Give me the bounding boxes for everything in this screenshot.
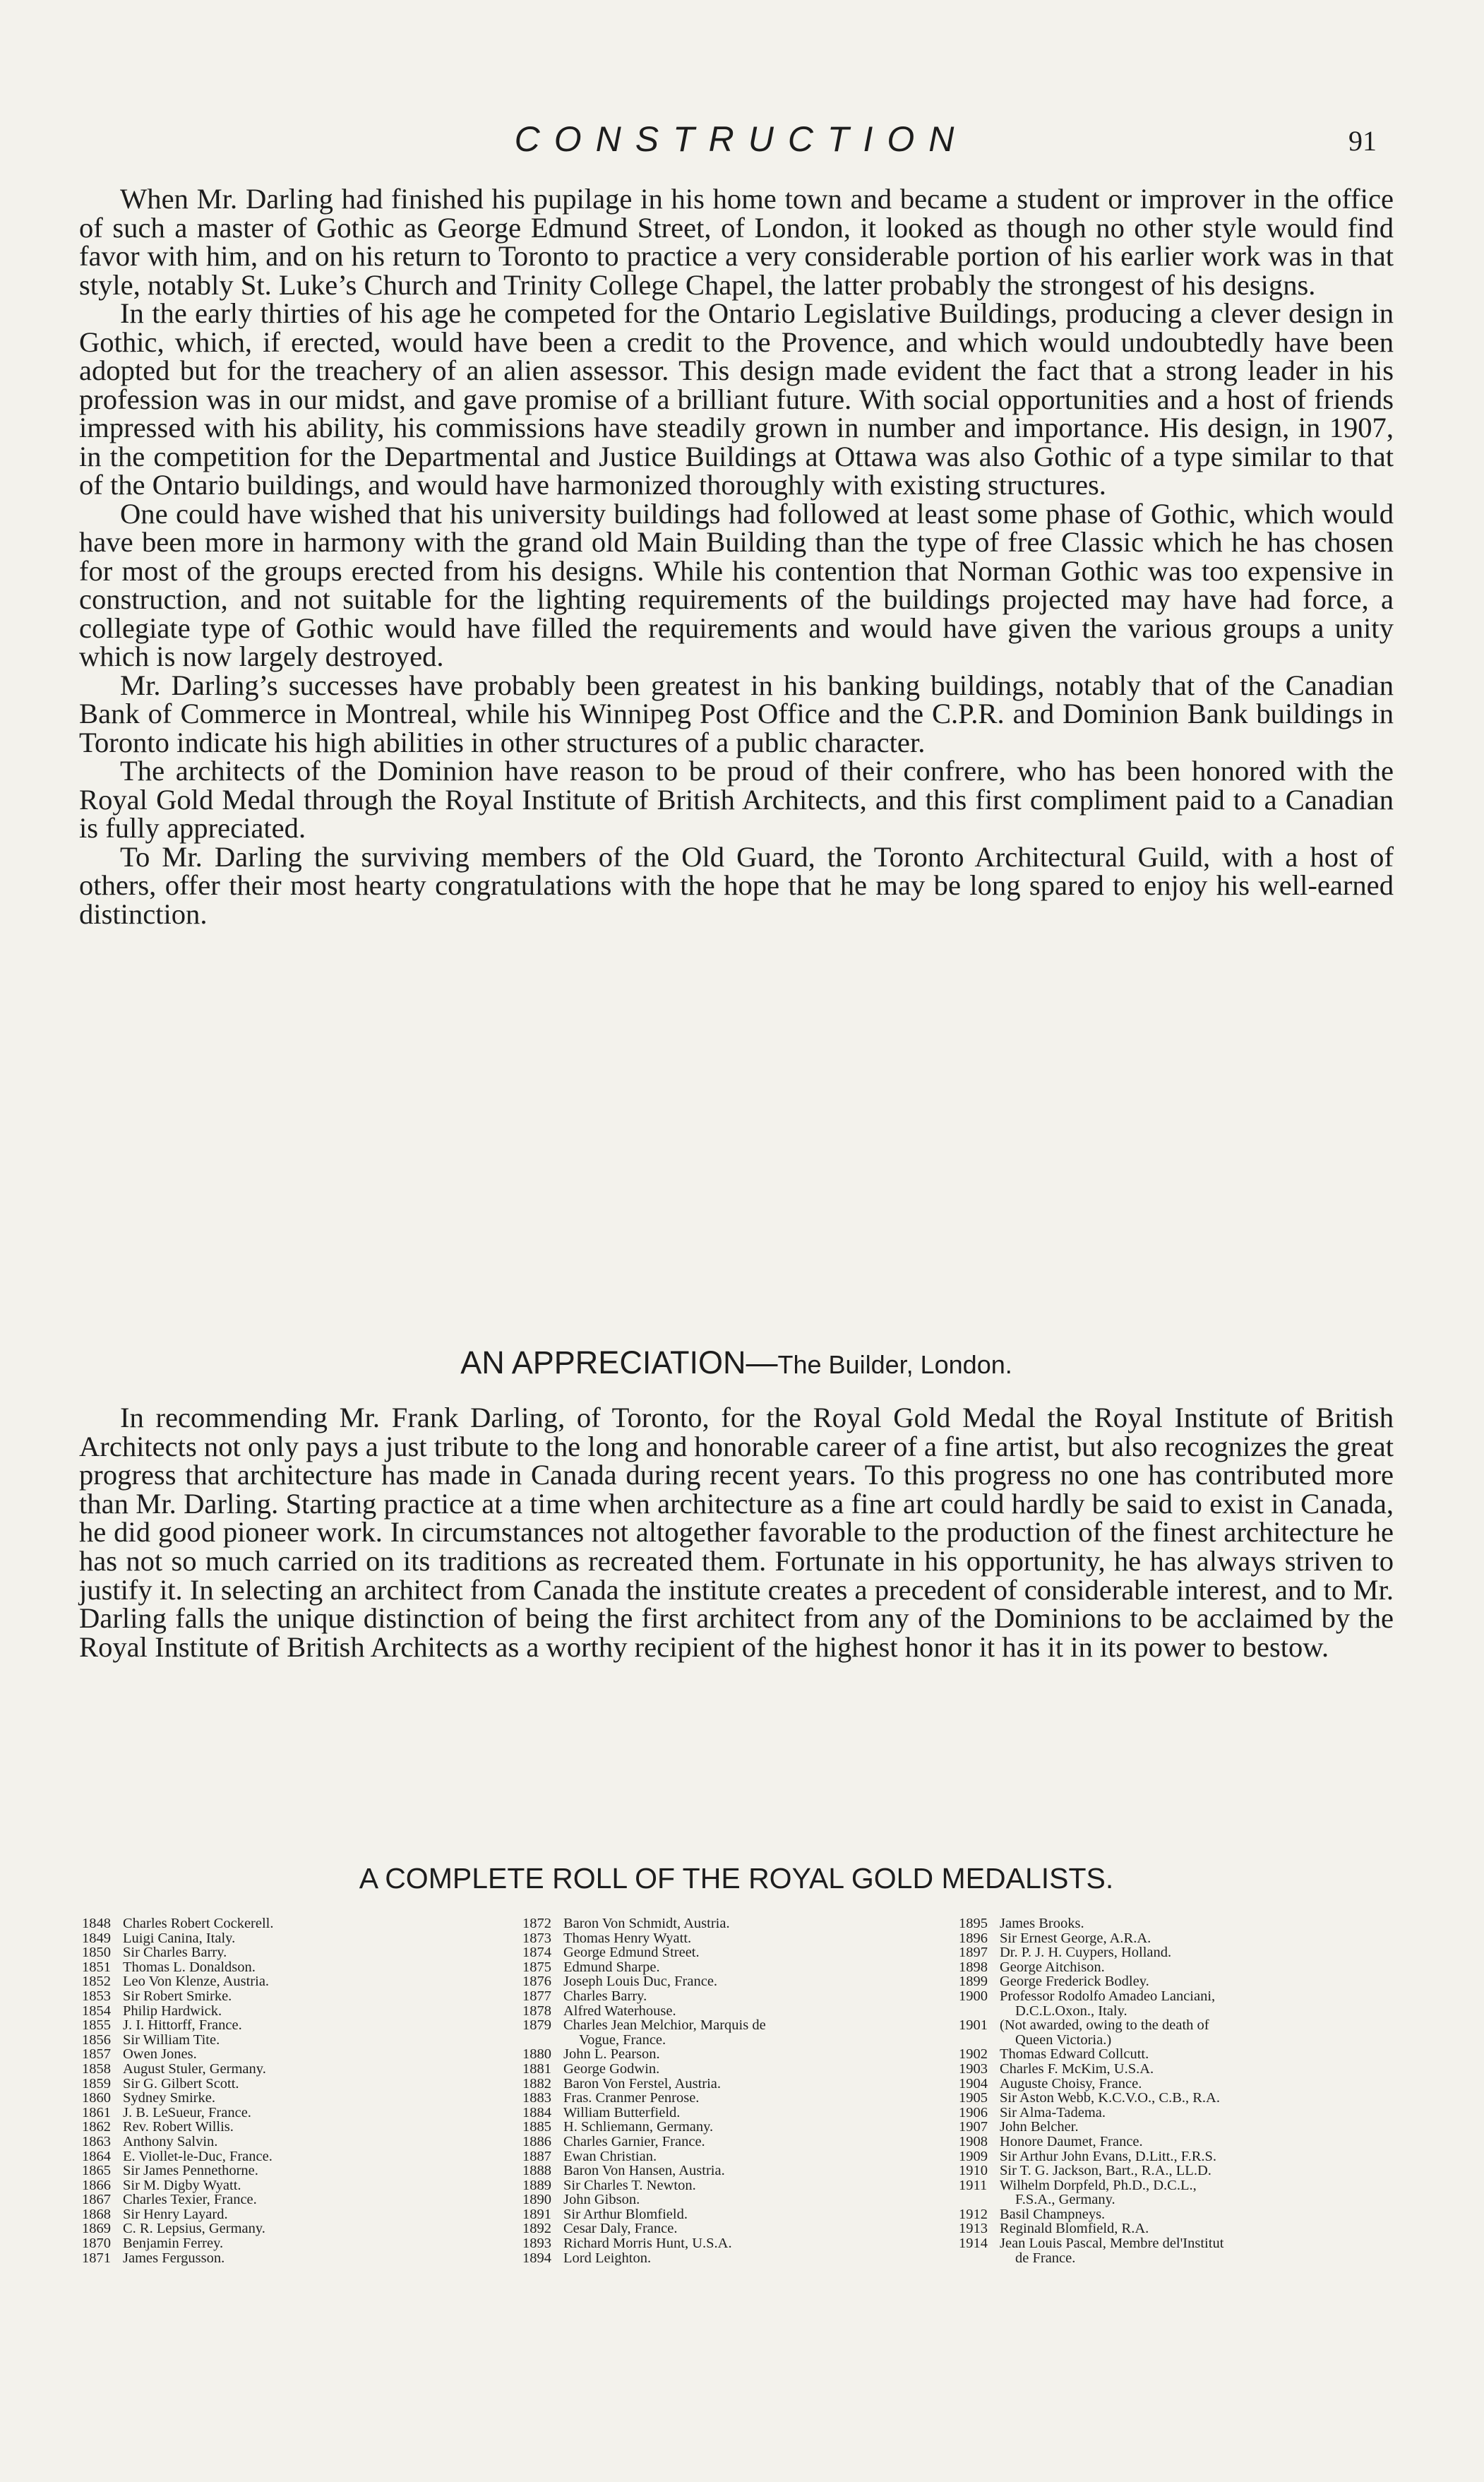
medalist-entry xyxy=(522,2135,890,2149)
medal-year: 1883 xyxy=(522,2090,551,2106)
medal-year: 1890 xyxy=(522,2192,551,2208)
medal-year: 1905 xyxy=(959,2090,988,2106)
medalist-entry xyxy=(522,2077,890,2092)
medalist-entry xyxy=(959,2207,1389,2222)
medalist-entry xyxy=(959,2251,1389,2266)
medalist-entry xyxy=(522,1960,890,1975)
roll-column-3 xyxy=(959,1916,1389,2265)
medalist-name: Sir Arthur Blomfield. xyxy=(563,2206,688,2222)
medalist-name: Auguste Choisy, France. xyxy=(1000,2075,1142,2092)
medalist-name: Sir Ernest George, A.R.A. xyxy=(1000,1930,1151,1946)
medal-year: 1893 xyxy=(522,2236,551,2252)
roll-heading: A COMPLETE ROLL OF THE ROYAL GOLD MEDALISTS. xyxy=(359,1862,1114,1895)
medalist-name: Edmund Sharpe. xyxy=(563,1959,660,1975)
medal-year: 1912 xyxy=(959,2206,988,2222)
medalist-entry xyxy=(959,2120,1389,2135)
medalist-entry xyxy=(82,1945,449,1960)
medalist-name: Charles Garnier, France. xyxy=(563,2133,705,2149)
appreciation-source: The Builder, London. xyxy=(777,1350,1012,1379)
medalist-name: Sir Charles Barry. xyxy=(123,1945,227,1961)
medalist-entry xyxy=(522,2192,890,2207)
medalist-name: Sir Aston Webb, K.C.V.O., C.B., R.A. xyxy=(1000,2090,1220,2106)
medalist-name: Charles F. McKim, U.S.A. xyxy=(1000,2060,1154,2077)
medal-year: 1864 xyxy=(82,2148,111,2164)
medalist-entry xyxy=(522,2062,890,2077)
appreciation-heading xyxy=(79,1342,1394,1386)
medal-year: 1881 xyxy=(522,2060,551,2077)
medalist-name: Sir G. Gilbert Scott. xyxy=(123,2075,239,2092)
medalist-entry xyxy=(959,1960,1389,1975)
medal-year: 1866 xyxy=(82,2177,111,2193)
medalist-name: Leo Von Klenze, Austria. xyxy=(123,1974,270,1990)
medalist-entry xyxy=(522,2033,890,2048)
medal-year: 1904 xyxy=(959,2075,988,2092)
medalist-entry xyxy=(82,2192,449,2207)
medalist-entry xyxy=(82,1931,449,1946)
medalist-name: John L. Pearson. xyxy=(563,2046,660,2063)
medalist-entry xyxy=(522,1931,890,1946)
medalist-name: Honore Daumet, France. xyxy=(1000,2133,1143,2149)
medalist-name: D.C.L.Oxon., Italy. xyxy=(1015,2003,1127,2019)
medalist-name: Lord Leighton. xyxy=(563,2250,652,2266)
page-number: 91 xyxy=(1348,125,1377,157)
medalist-entry xyxy=(522,1945,890,1960)
medalist-entry xyxy=(82,1916,449,1931)
medalist-name: Rev. Robert Willis. xyxy=(123,2119,234,2135)
medal-year: 1885 xyxy=(522,2119,551,2135)
medalist-name: Sir T. G. Jackson, Bart., R.A., LL.D. xyxy=(1000,2163,1211,2179)
medalist-name: George Godwin. xyxy=(563,2060,660,2077)
medal-year xyxy=(959,2251,1000,2266)
medal-year: 1859 xyxy=(82,2075,111,2092)
medalist-name: F.S.A., Germany. xyxy=(1015,2192,1115,2208)
medalist-entry xyxy=(82,2033,449,2048)
medalist-entry xyxy=(522,2106,890,2120)
medalist-name: Charles Robert Cockerell. xyxy=(123,1916,274,1931)
medalist-name: Anthony Salvin. xyxy=(123,2133,218,2149)
medal-year: 1872 xyxy=(522,1916,551,1931)
medal-year: 1873 xyxy=(522,1930,551,1946)
medalist-entry xyxy=(959,1931,1389,1946)
medal-year: 1913 xyxy=(959,2221,988,2237)
medalist-name: H. Schliemann, Germany. xyxy=(563,2119,714,2135)
medalist-entry xyxy=(522,2251,890,2266)
running-title: CONSTRUCTION xyxy=(514,119,969,159)
medal-year: 1861 xyxy=(82,2104,111,2120)
medalist-entry xyxy=(959,2135,1389,2149)
medalist-entry xyxy=(82,2135,449,2149)
medalist-name: Cesar Daly, France. xyxy=(563,2221,678,2237)
medal-year: 1862 xyxy=(82,2119,111,2135)
medalist-name: Benjamin Ferrey. xyxy=(123,2236,224,2252)
medalist-entry xyxy=(959,2106,1389,2120)
medalist-name: Charles Texier, France. xyxy=(123,2192,257,2208)
medalist-entry xyxy=(959,2062,1389,2077)
medalist-entry xyxy=(82,2091,449,2106)
medal-year: 1858 xyxy=(82,2060,111,2077)
medalist-name: Basil Champneys. xyxy=(1000,2206,1106,2222)
medalist-name: Luigi Canina, Italy. xyxy=(123,1930,236,1946)
medalist-entry xyxy=(522,2178,890,2193)
medalist-name: E. Viollet-le-Duc, France. xyxy=(123,2148,273,2164)
medalist-name: Owen Jones. xyxy=(123,2046,197,2063)
medal-year: 1886 xyxy=(522,2133,551,2149)
medal-year: 1889 xyxy=(522,2177,551,2193)
medal-year: 1848 xyxy=(82,1916,111,1931)
medal-year: 1865 xyxy=(82,2163,111,2179)
medalist-entry xyxy=(82,2018,449,2033)
medalist-entry xyxy=(959,2192,1389,2207)
medalist-entry xyxy=(522,1916,890,1931)
medalist-entry xyxy=(82,2251,449,2266)
appreciation-body xyxy=(79,1404,1394,1661)
medalist-name: William Butterfield. xyxy=(563,2104,681,2120)
medalist-name: Baron Von Hansen, Austria. xyxy=(563,2163,725,2179)
medalist-name: (Not awarded, owing to the death of xyxy=(1000,2017,1209,2034)
medalist-name: George Edmund Street. xyxy=(563,1945,700,1961)
medal-year: 1910 xyxy=(959,2163,988,2179)
medal-year: 1906 xyxy=(959,2104,988,2120)
medal-year: 1908 xyxy=(959,2133,988,2149)
medalist-entry xyxy=(522,2149,890,2164)
medal-year: 1856 xyxy=(82,2031,111,2048)
medalist-name: Sir M. Digby Wyatt. xyxy=(123,2177,241,2193)
medalist-name: Wilhelm Dorpfeld, Ph.D., D.C.L., xyxy=(1000,2177,1197,2193)
medalist-name: Philip Hardwick. xyxy=(123,2003,222,2019)
medal-year: 1857 xyxy=(82,2046,111,2063)
medalist-name: Reginald Blomfield, R.A. xyxy=(1000,2221,1149,2237)
medalist-name: James Fergusson. xyxy=(123,2250,225,2266)
medal-year: 1869 xyxy=(82,2221,111,2237)
medalist-entry xyxy=(959,2178,1389,2193)
medalist-name: John Gibson. xyxy=(563,2192,640,2208)
medal-year: 1914 xyxy=(959,2236,988,2252)
medal-year: 1850 xyxy=(82,1945,111,1961)
article-paragraph: One could have wished that his university buildings had followed at least some phase of Gothic, which would have been more in harmony with the grand old Main Building than the type of free Classic which he has chosen for most of the groups erected from his designs. While his contention that Norman Gothic was too expensive in construction, and not suitable for the lighting requirements of the buildings projected may have had force, a collegiate type of Gothic would have filled the requirements and would have given the various groups a unity which is now largely destroyed. xyxy=(79,497,1394,672)
medalist-entry xyxy=(959,2221,1389,2236)
medalist-name: J. B. LeSueur, France. xyxy=(123,2104,251,2120)
medalist-name: August Stuler, Germany. xyxy=(123,2060,266,2077)
medalist-entry xyxy=(82,1960,449,1975)
medal-year: 1898 xyxy=(959,1959,988,1975)
medalist-entry xyxy=(959,1916,1389,1931)
medalist-name: Sydney Smirke. xyxy=(123,2090,215,2106)
medal-year: 1853 xyxy=(82,1988,111,2004)
medal-year: 1892 xyxy=(522,2221,551,2237)
page-header xyxy=(92,119,1391,168)
medalist-name: Charles Jean Melchior, Marquis de xyxy=(563,2017,766,2034)
medalist-entry xyxy=(959,1974,1389,1989)
medal-year xyxy=(959,2192,1000,2207)
medal-year: 1907 xyxy=(959,2119,988,2135)
medalist-name: Sir Robert Smirke. xyxy=(123,1988,232,2004)
roll-column-1 xyxy=(82,1916,449,2265)
medalist-name: Sir Henry Layard. xyxy=(123,2206,228,2222)
article-paragraph: To Mr. Darling the surviving members of the Old Guard, the Toronto Architectural Guild, with a host of others, offer their most hearty congratulations with the hope that he may be long spared to enjoy his well-earned distinction. xyxy=(79,840,1394,930)
medal-year: 1899 xyxy=(959,1974,988,1990)
medalist-entry xyxy=(959,1945,1389,1960)
medalist-name: George Aitchison. xyxy=(1000,1959,1105,1975)
medalist-name: James Brooks. xyxy=(1000,1916,1084,1931)
medalist-name: Charles Barry. xyxy=(563,1988,647,2004)
medalist-name: Vogue, France. xyxy=(579,2031,666,2048)
medalist-name: Sir William Tite. xyxy=(123,2031,220,2048)
medalist-name: Jean Louis Pascal, Membre del'Institut xyxy=(1000,2236,1224,2252)
medal-year: 1887 xyxy=(522,2148,551,2164)
roll-column-2 xyxy=(522,1916,890,2265)
medalist-entry xyxy=(959,2047,1389,2062)
medalist-entry xyxy=(959,2164,1389,2178)
medalist-entry xyxy=(82,2077,449,2092)
medal-year: 1875 xyxy=(522,1959,551,1975)
medal-year: 1851 xyxy=(82,1959,111,1975)
medalist-name: Baron Von Ferstel, Austria. xyxy=(563,2075,722,2092)
medalist-entry xyxy=(959,2018,1389,2033)
medalist-entry xyxy=(522,2004,890,2019)
medal-year xyxy=(959,2033,1000,2048)
medalist-entry xyxy=(522,2120,890,2135)
medal-year: 1896 xyxy=(959,1930,988,1946)
article-paragraph: Mr. Darling’s successes have probably been greatest in his banking buildings, notably that of the Canadian Bank of Commerce in Montreal, while his Winnipeg Post Office and the C.P.R. and Dominion Bank buildings in Toronto indicate his high abilities in other structures of a public character. xyxy=(79,669,1394,758)
medal-year: 1902 xyxy=(959,2046,988,2063)
medalist-name: Ewan Christian. xyxy=(563,2148,657,2164)
medalist-entry xyxy=(82,1974,449,1989)
medalist-name: Thomas Henry Wyatt. xyxy=(563,1930,692,1946)
medal-year: 1849 xyxy=(82,1930,111,1946)
medalist-name: Sir Alma-Tadema. xyxy=(1000,2104,1106,2120)
medalist-entry xyxy=(522,2164,890,2178)
medalist-entry xyxy=(959,2004,1389,2019)
medal-year xyxy=(959,2004,1000,2019)
medal-year: 1891 xyxy=(522,2206,551,2222)
medalist-entry xyxy=(522,2236,890,2251)
medal-year: 1871 xyxy=(82,2250,111,2266)
medalist-entry xyxy=(959,2149,1389,2164)
medalist-entry xyxy=(522,1974,890,1989)
medalist-entry xyxy=(522,2221,890,2236)
medal-year: 1880 xyxy=(522,2046,551,2063)
medalist-entry xyxy=(82,2164,449,2178)
medal-year: 1860 xyxy=(82,2090,111,2106)
medal-year: 1874 xyxy=(522,1945,551,1961)
medalist-entry xyxy=(82,2207,449,2222)
medal-year: 1888 xyxy=(522,2163,551,2179)
medalist-name: Richard Morris Hunt, U.S.A. xyxy=(563,2236,732,2252)
medalist-entry xyxy=(959,2033,1389,2048)
medalist-name: Thomas Edward Collcutt. xyxy=(1000,2046,1149,2063)
medal-year: 1909 xyxy=(959,2148,988,2164)
medalist-entry xyxy=(82,2120,449,2135)
article-paragraph: In the early thirties of his age he competed for the Ontario Legislative Buildings, producing a clever design in Gothic, which, if erected, would have been a credit to the Provence, and which would undoubtedly have been adopted but for the treachery of an alien assessor. This design made evident the fact that a strong leader in his profession was in our midst, and gave promise of a brilliant future. With social opportunities and a host of friends impressed with his ability, his commissions have steadily grown in number and importance. His design, in 1907, in the competition for the Departmental and Justice Buildings at Ottawa was also Gothic of a type similar to that of the Ontario buildings, and would have harmonized thoroughly with existing structures. xyxy=(79,297,1394,501)
medalist-entry xyxy=(522,2091,890,2106)
medal-year: 1897 xyxy=(959,1945,988,1961)
medalist-entry xyxy=(82,2149,449,2164)
medalist-name: John Belcher. xyxy=(1000,2119,1079,2135)
medal-year xyxy=(522,2033,563,2048)
medalist-name: Sir Charles T. Newton. xyxy=(563,2177,696,2193)
medal-year: 1870 xyxy=(82,2236,111,2252)
medal-year: 1863 xyxy=(82,2133,111,2149)
medalist-entry xyxy=(522,2047,890,2062)
medal-year: 1852 xyxy=(82,1974,111,1990)
medal-year: 1868 xyxy=(82,2206,111,2222)
medalist-name: Baron Von Schmidt, Austria. xyxy=(563,1916,730,1931)
medal-year: 1884 xyxy=(522,2104,551,2120)
medalist-name: George Frederick Bodley. xyxy=(1000,1974,1149,1990)
medal-year: 1901 xyxy=(959,2017,988,2034)
medalist-name: Sir Arthur John Evans, D.Litt., F.R.S. xyxy=(1000,2148,1217,2164)
medalist-entry xyxy=(959,2077,1389,2092)
medalist-name: Sir James Pennethorne. xyxy=(123,2163,258,2179)
medal-year: 1903 xyxy=(959,2060,988,2077)
medalist-entry xyxy=(82,2221,449,2236)
medalist-name: Joseph Louis Duc, France. xyxy=(563,1974,718,1990)
medal-year: 1876 xyxy=(522,1974,551,1990)
medalist-entry xyxy=(959,1989,1389,2004)
medalist-entry xyxy=(82,2178,449,2193)
medalist-entry xyxy=(522,2207,890,2222)
medalist-entry xyxy=(82,2062,449,2077)
medalist-name: de France. xyxy=(1015,2250,1076,2266)
medalist-entry xyxy=(959,2091,1389,2106)
medal-year: 1895 xyxy=(959,1916,988,1931)
medalist-entry xyxy=(522,2018,890,2033)
medal-year: 1911 xyxy=(959,2177,988,2193)
medalist-entry xyxy=(82,2106,449,2120)
medal-year: 1894 xyxy=(522,2250,551,2266)
medalist-name: Queen Victoria.) xyxy=(1015,2031,1112,2048)
medalist-entry xyxy=(82,1989,449,2004)
medalist-name: Thomas L. Donaldson. xyxy=(123,1959,256,1975)
medalist-entry xyxy=(959,2236,1389,2251)
medal-year: 1878 xyxy=(522,2003,551,2019)
appreciation-paragraph: In recommending Mr. Frank Darling, of Toronto, for the Royal Gold Medal the Royal Institute of British Architects not only pays a just tribute to the long and honorable career of a fine artist, but also recognizes the great progress that architecture has made in Canada during recent years. To this progress no one has contributed more than Mr. Darling. Starting practice at a time when architecture as a fine art could hardly be said to exist in Canada, he did good pioneer work. In circumstances not altogether favorable to the production of the finest architecture he has not so much carried on its traditions as recreated them. Fortunate in his opportunity, he has always striven to justify it. In selecting an architect from Canada the institute creates a precedent of considerable interest, and to Mr. Darling falls the unique distinction of being the first architect from any of the Dominions to be acclaimed by the Royal Institute of British Architects as a worthy recipient of the highest honor it has it in its power to bestow. xyxy=(79,1402,1394,1663)
article-paragraph: When Mr. Darling had finished his pupilage in his home town and became a student or improver in the office of such a master of Gothic as George Edmund Street, of London, it looked as though no other style would find favor with him, and on his return to Toronto to practice a very considerable portion of his earlier work was in that style, notably St. Luke’s Church and Trinity College Chapel, the latter probably the strongest of his designs. xyxy=(79,183,1394,301)
appreciation-title: AN APPRECIATION— xyxy=(460,1344,778,1380)
article-body xyxy=(79,185,1394,929)
medal-year: 1867 xyxy=(82,2192,111,2208)
medalist-name: Dr. P. J. H. Cuypers, Holland. xyxy=(1000,1945,1172,1961)
medal-year: 1900 xyxy=(959,1988,988,2004)
medal-year: 1879 xyxy=(522,2017,551,2034)
medalist-name: Professor Rodolfo Amadeo Lanciani, xyxy=(1000,1988,1216,2004)
medalist-name: Alfred Waterhouse. xyxy=(563,2003,676,2019)
medal-year: 1882 xyxy=(522,2075,551,2092)
medalist-name: Fras. Cranmer Penrose. xyxy=(563,2090,700,2106)
article-paragraph: The architects of the Dominion have reason to be proud of their confrere, who has been honored with the Royal Gold Medal through the Royal Institute of British Architects, and this first compliment paid to a Canadian is fully appreciated. xyxy=(79,755,1394,844)
medal-year: 1877 xyxy=(522,1988,551,2004)
medalist-entry xyxy=(82,2236,449,2251)
medalist-entry xyxy=(82,2047,449,2062)
medal-year: 1854 xyxy=(82,2003,111,2019)
medalist-entry xyxy=(82,2004,449,2019)
medalist-name: J. I. Hittorff, France. xyxy=(123,2017,242,2034)
medal-year: 1855 xyxy=(82,2017,111,2034)
medalist-name: C. R. Lepsius, Germany. xyxy=(123,2221,265,2237)
medalist-entry xyxy=(522,1989,890,2004)
